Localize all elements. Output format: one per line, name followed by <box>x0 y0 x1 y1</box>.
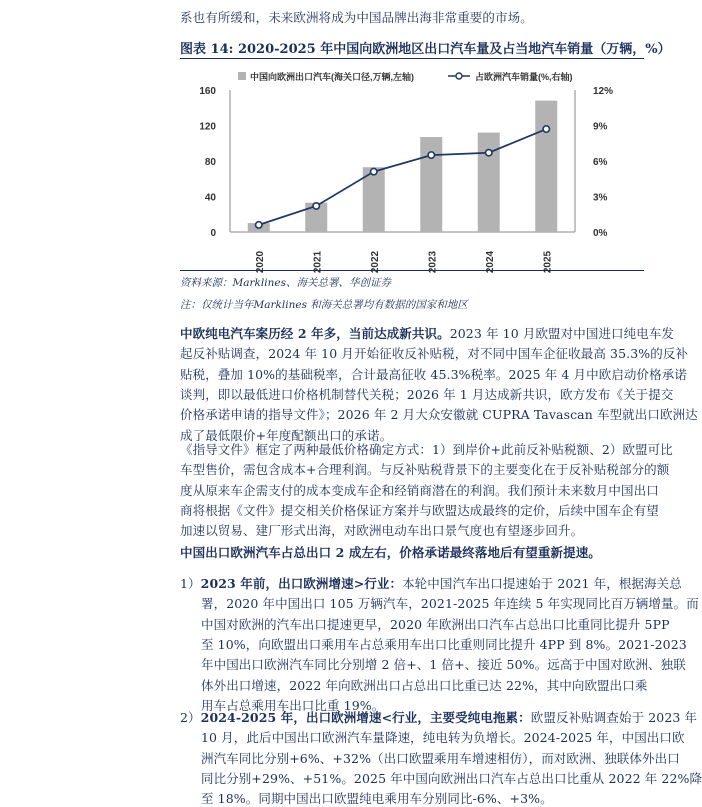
text-line <box>201 749 680 767</box>
text-line <box>180 365 687 383</box>
body-text: 署，2020 年中国出口 105 万辆汽车，2021-2025 年连续 5 年实现同比百万辆增量。而 <box>201 596 699 612</box>
text-line <box>180 385 674 403</box>
line-point <box>543 126 549 132</box>
y-tick-right: 9% <box>593 121 608 133</box>
body-text: 欧盟反补贴调查始于 2023 年 <box>530 710 698 725</box>
x-tick-label: 2023 <box>427 250 439 274</box>
line-point <box>486 150 492 156</box>
figure-source: 资料来源：Marklines、海关总署、华创证券 <box>180 277 391 289</box>
series-line <box>259 129 547 225</box>
text-line <box>201 594 699 612</box>
text-line <box>180 708 697 726</box>
list-number: 2） <box>180 710 201 725</box>
figure-top-rule <box>180 58 644 59</box>
body-text: 10 月，此后中国出口欧洲汽车量降速，纯电转为负增长。2024-2025 年，中国出口欧 <box>201 730 685 746</box>
line-point <box>428 152 434 158</box>
figure-title: 图表 14: 2020-2025 年中国向欧洲地区出口汽车量及占当地汽车销量（万辆，%） <box>180 42 671 57</box>
text-line <box>201 615 670 633</box>
section-heading: 中国出口欧洲汽车占总出口 2 成左右，价格承诺最终落地后有望重新提速。 <box>180 545 601 560</box>
legend-line-marker <box>456 73 462 79</box>
export-chart <box>180 62 644 274</box>
list-number: 1） <box>180 576 201 591</box>
legend-bar-label: 中国向欧洲出口汽车(海关口径,万辆,左轴) <box>250 72 414 82</box>
text-line <box>201 676 647 694</box>
bar <box>535 101 557 232</box>
body-text: 2023 年 10 月欧盟对中国进口纯电车发 <box>449 326 675 341</box>
text-line <box>180 405 698 423</box>
y-tick-left: 120 <box>199 121 216 133</box>
y-tick-left: 80 <box>204 157 216 168</box>
body-text: 体外出口增速，2022 年向欧洲出口占总出口比重已达 22%，其中向欧盟出口乘 <box>201 677 648 693</box>
body-text: 车型售价，需包含成本+合理利润。与反补贴税背景下的主要变化在于反补贴税部分的额 <box>180 462 670 478</box>
body-text: 本轮中国汽车出口提速始于 2021 年，根据海关总 <box>402 576 682 591</box>
text-line <box>201 728 685 746</box>
body-text: 贴税，叠加 10%的基础税率，合计最高征收 45.3%税率。2025 年 4 月中欧启动价格承诺 <box>180 366 687 382</box>
y-tick-right: 3% <box>593 192 608 204</box>
line-point <box>256 222 262 228</box>
body-text: 至 10%，向欧盟出口乘用车占总乘用车出口比重则同比提升 4PP 到 8%。2021-2023 <box>201 636 687 652</box>
body-text: 商将根据《文件》提交相关价格保证方案并与欧盟达成最终的定价，后续中国车企有望 <box>180 502 659 518</box>
text-line <box>180 521 583 539</box>
x-tick-label: 2022 <box>369 250 381 274</box>
y-tick-left: 0 <box>210 228 216 239</box>
body-text: 度从原来车企需支付的成本变成车企和经销商潜在的利润。我们预计未来数月中国出口 <box>180 482 659 498</box>
line-point <box>313 203 319 209</box>
text-line <box>201 655 686 673</box>
body-text: 用车占总乘用车出口比重 19%。 <box>201 697 385 713</box>
body-text: 年中国出口欧洲汽车同比分别增 2 倍+、1 倍+、接近 50%。远高于中国对欧洲、独联 <box>201 657 686 673</box>
text-line <box>180 481 659 499</box>
body-text: 《指导文件》框定了两种最低价格确定方式：1）到岸价+此前反补贴税额、2）欧盟可比 <box>180 442 673 457</box>
legend-bar-swatch <box>238 72 246 80</box>
text-line <box>180 460 669 478</box>
bold-lead: 2023 年前，出口欧洲增速>行业： <box>200 576 403 591</box>
body-text: 中国对欧洲的汽车出口提速更早，2020 年欧洲出口汽车占总出口比重同比提升 5PP <box>201 616 670 632</box>
body-text: 同比分别+29%、+51%。2025 年中国向欧洲出口汽车占总出口比重从 2022 年 22%降 <box>201 770 702 786</box>
body-text: 洲汽车同比分别+6%、+32%（出口欧盟乘用车增速相仿），而对欧洲、独联体外出口 <box>201 750 680 766</box>
line-point <box>371 168 377 174</box>
text-line <box>180 574 682 592</box>
y-tick-right: 0% <box>593 228 608 239</box>
text-line <box>180 344 688 362</box>
x-tick-label: 2025 <box>542 250 554 274</box>
text-line <box>201 789 553 807</box>
y-tick-left: 40 <box>204 192 216 204</box>
y-tick-right: 12% <box>593 86 614 97</box>
x-tick-label: 2021 <box>312 250 324 274</box>
text-line <box>180 324 674 342</box>
legend-line-label: 占欧洲汽车销量(%,右轴) <box>475 72 573 82</box>
body-text: 起反补贴调查，2024 年 10 月开始征收反补贴税，对不同中国车企征收最高 35.3%的反补 <box>180 346 689 362</box>
y-tick-left: 160 <box>199 86 216 97</box>
body-text: 至 18%。同期中国出口欧盟纯电乘用车分别同比-6%、+3%。 <box>201 791 553 807</box>
body-text: 谈判，即以最低进口价格机制替代关税；2026 年 1 月达成新共识，欧方发布《关于提交 <box>180 386 674 402</box>
bar <box>478 133 500 232</box>
text-line <box>201 769 702 787</box>
body-text: 价格承诺申请的指导文件》；2026 年 2 月大众安徽就 CUPRA Tavascan 车型就出口欧洲达 <box>180 407 698 423</box>
x-tick-label: 2020 <box>254 250 266 274</box>
text-line <box>180 501 659 519</box>
intro-text: 系也有所缓和，未来欧洲将成为中国品牌出海非常重要的市场。 <box>180 10 533 25</box>
text-line <box>180 440 673 458</box>
body-text: 成了最低限价+年度配额出口的承诺。 <box>180 427 393 443</box>
bold-lead: 2024-2025 年，出口欧洲增速<行业，主要受纯电拖累： <box>200 710 531 725</box>
figure-note: 注：仅统计当年Marklines 和海关总署均有数据的国家和地区 <box>180 299 468 311</box>
body-text: 加速以贸易、建厂形式出海，对欧洲电动车出口景气度也有望逐步回升。 <box>180 523 584 539</box>
y-tick-right: 6% <box>593 157 608 168</box>
x-tick-label: 2024 <box>484 250 496 274</box>
bold-lead: 中欧纯电汽车案历经 2 年多，当前达成新共识。 <box>180 326 450 341</box>
text-line <box>201 635 687 653</box>
figure-bottom-rule <box>180 270 644 271</box>
